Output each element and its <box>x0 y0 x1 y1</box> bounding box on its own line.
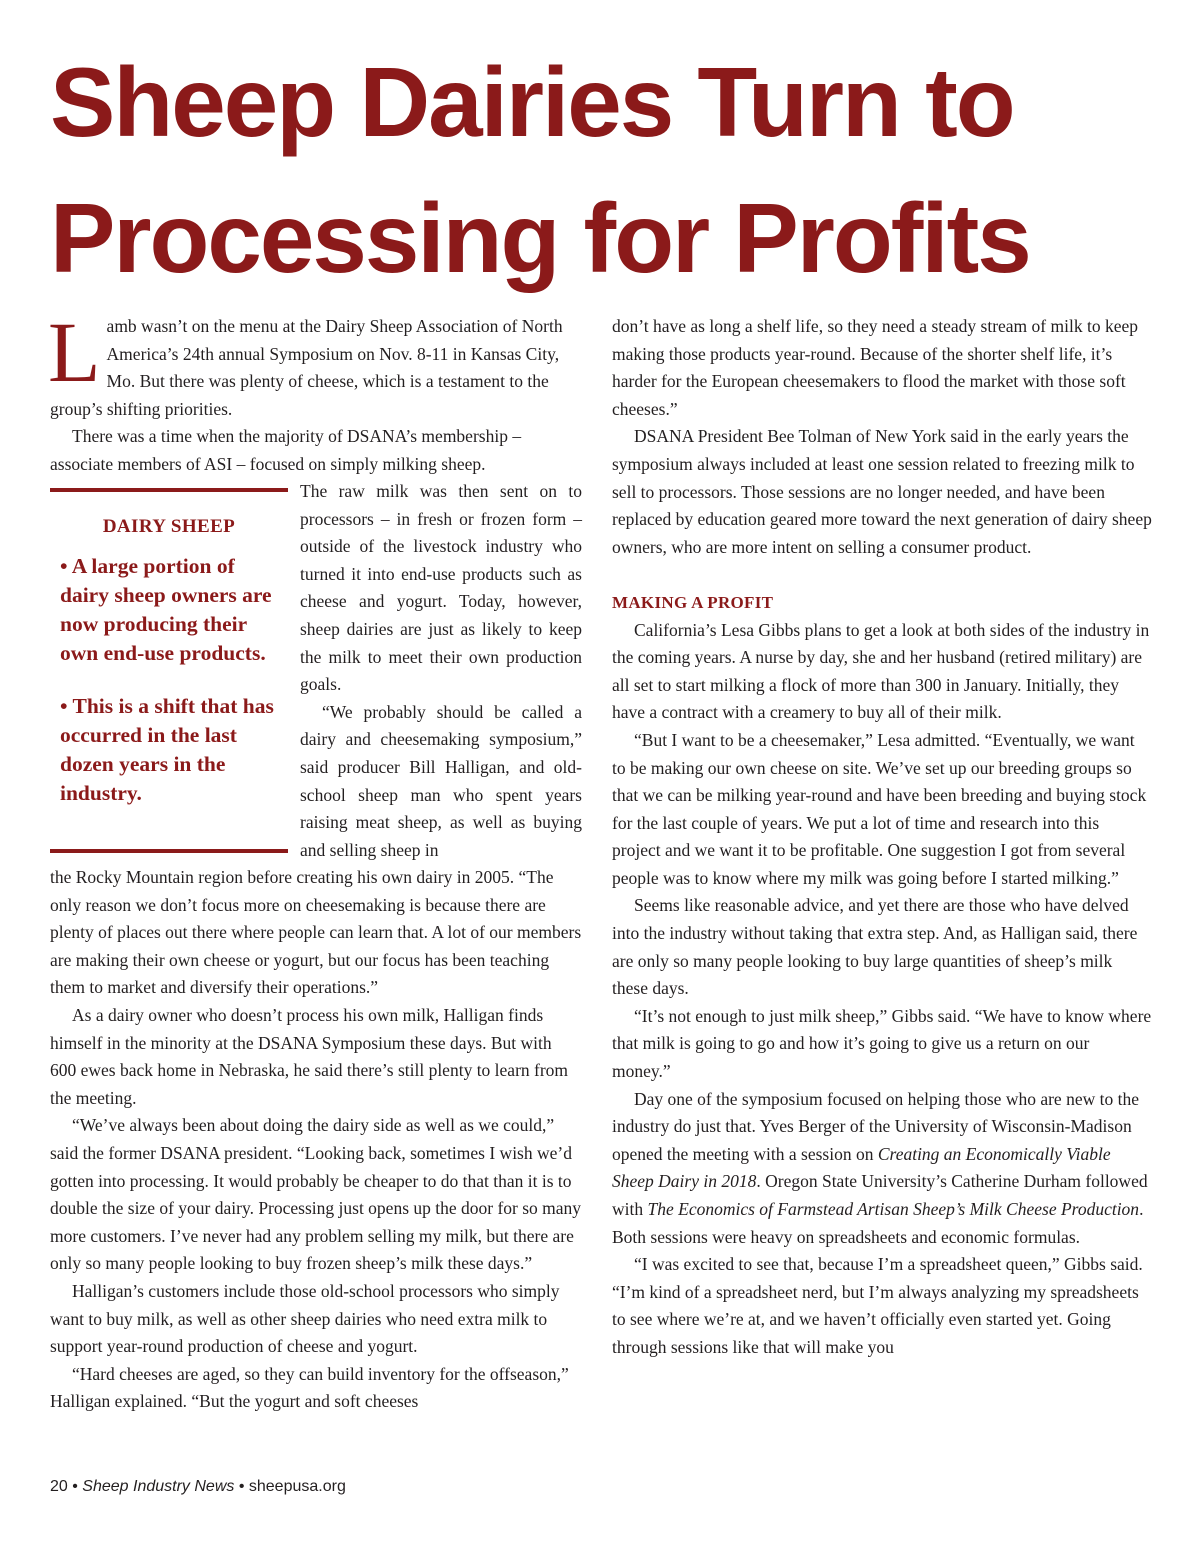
session-title: The Economics of Farmstead Artisan Sheep’s Milk Cheese Production <box>647 1199 1140 1219</box>
sidebar-callout <box>50 488 288 832</box>
session-title: Creating an Economically Viable Sheep Dairy in 2018 <box>612 1143 1111 1192</box>
headline-line-1: Sheep Dairies Turn to <box>50 47 1014 157</box>
left-column-bottom <box>50 864 582 1416</box>
paragraph: “But I want to be a cheesemaker,” Lesa admitted. “Eventually, we want to be making our own cheese on site. We’ve set up our breeding groups so that we can be milking year-round and have been breeding and buying stock for the last couple of years. We put a lot of time and research into this project and we want it to be profitable. One suggestion I got from several people was to know where my milk was going before I started milking.” <box>612 729 1147 888</box>
left-column-top <box>48 304 580 479</box>
text-run: . Both sessions were heavy on spreadsheets and economic formulas. <box>612 1199 1144 1247</box>
paragraph: amb wasn’t on the menu at the Dairy Sheep Association of North America’s 24th annual Symposium on Nov. 8-11 in Kansas City, Mo. But there was plenty of cheese, which is a testament to the group’s shifting priorities. <box>50 316 563 419</box>
sidebar-bullet: • A large portion of dairy sheep owners are now producing their own end-use products. <box>60 554 272 665</box>
page-footer <box>50 1478 346 1496</box>
paragraph: “Hard cheeses are aged, so they can build inventory for the offseason,” Halligan explained. “But the yogurt and soft cheeses <box>50 1363 569 1412</box>
text-run: Day one of the symposium focused on helping those who are new to the industry do just that. Yves Berger of the University of Wisconsin-Madison opened the meeting with a session on <box>612 1088 1139 1164</box>
paragraph: “We’ve always been about doing the dairy side as well as we could,” said the former DSANA president. “Looking back, sometimes I wish we’d gotten into processing. It would probably be cheaper to do that than it is to double the size of your dairy. Processing just opens up the door for so many more customers. I’ve never had any problem selling my milk, but there are only so many people looking to buy frozen sheep’s milk these days.” <box>50 1115 582 1274</box>
paragraph: DSANA President Bee Tolman of New York said in the early years the symposium always included at least one session related to freezing milk to sell to processors. Those sessions are no longer needed, and have been replaced by education geared more toward the next generation of dairy sheep owners, who are more intent on selling a consumer product. <box>612 426 1152 557</box>
paragraph: There was a time when the majority of DSANA’s membership – associate members of ASI – focused on simply milking sheep. <box>50 426 522 474</box>
publication-name: Sheep Industry News <box>82 1478 235 1495</box>
paragraph: Seems like reasonable advice, and yet there are those who have delved into the industry without taking that extra step. And, as Halligan said, there are only so many people looking to buy large quantities of sheep’s milk these days. <box>612 895 1138 999</box>
sidebar-bottom-rule <box>50 849 288 853</box>
paragraph: California’s Lesa Gibbs plans to get a look at both sides of the industry in the coming years. A nurse by day, she and her husband (retired military) are all set to start milking a flock of more than 300 in January. Initially, they have a contract with a creamery to buy all of their milk. <box>612 619 1150 723</box>
paragraph: As a dairy owner who doesn’t process his own milk, Halligan finds himself in the minority at the DSANA Symposium these days. But with 600 ewes back home in Nebraska, he said there’s still plenty to learn from the meeting. <box>50 1004 569 1108</box>
sidebar-bullet: • This is a shift that has occurred in the last dozen years in the industry. <box>60 694 274 805</box>
paragraph: Halligan’s customers include those old-school processors who simply want to buy milk, as well as other sheep dairies who need extra milk to support year-round production of cheese and yogurt. <box>50 1280 560 1357</box>
paragraph: “I was excited to see that, because I’m a spreadsheet queen,” Gibbs said. “I’m kind of a spreadsheet nerd, but I’m always analyzing my spreadsheets to see where we’re at, and we haven’t officially even started yet. Going through sessions like that will make you <box>612 1254 1143 1357</box>
sidebar-title: DAIRY SHEEP <box>102 516 236 537</box>
page-number: 20 • <box>50 1478 78 1495</box>
section-subhead: MAKING A PROFIT <box>612 592 774 612</box>
left-column-narrow <box>300 478 582 864</box>
paragraph: “It’s not enough to just milk sheep,” Gibbs said. “We have to know where that milk is going to go and how it’s going to give us a return on our money.” <box>612 1005 1152 1082</box>
sidebar-top-rule <box>50 488 288 492</box>
spacer <box>612 561 1152 589</box>
paragraph: the Rocky Mountain region before creating his own dairy in 2005. “The only reason we don’t focus more on cheesemaking is because there are plenty of places out there where people can learn that. A lot of our members are making their own cheese or yogurt, but our focus has been teaching them to market and diversify their operations.” <box>50 867 582 998</box>
right-column <box>612 313 1152 1362</box>
text-run: . Oregon State University’s Catherine Durham followed with <box>612 1171 1148 1219</box>
paragraph: “We probably should be called a dairy and cheesemaking symposium,” said producer Bill Halligan, and old-school sheep man who spent years raising meat sheep, as well as buying and selling sheep in <box>300 701 582 860</box>
paragraph: The raw milk was then sent on to processors – in fresh or frozen form – outside of the livestock industry who turned it into end-use products such as cheese and yogurt. Today, however, sheep dairies are just as likely to keep the milk to meet their own production goals. <box>300 481 582 695</box>
paragraph: don’t have as long a shelf life, so they need a steady stream of milk to keep making those products year-round. Because of the shorter shelf life, it’s harder for the European cheesemakers to flood the market with those soft cheeses.” <box>612 316 1138 419</box>
drop-cap: L <box>48 304 101 400</box>
website: • sheepusa.org <box>238 1478 346 1495</box>
headline-line-2: Processing for Profits <box>50 183 1030 293</box>
paragraph <box>612 1086 1152 1252</box>
